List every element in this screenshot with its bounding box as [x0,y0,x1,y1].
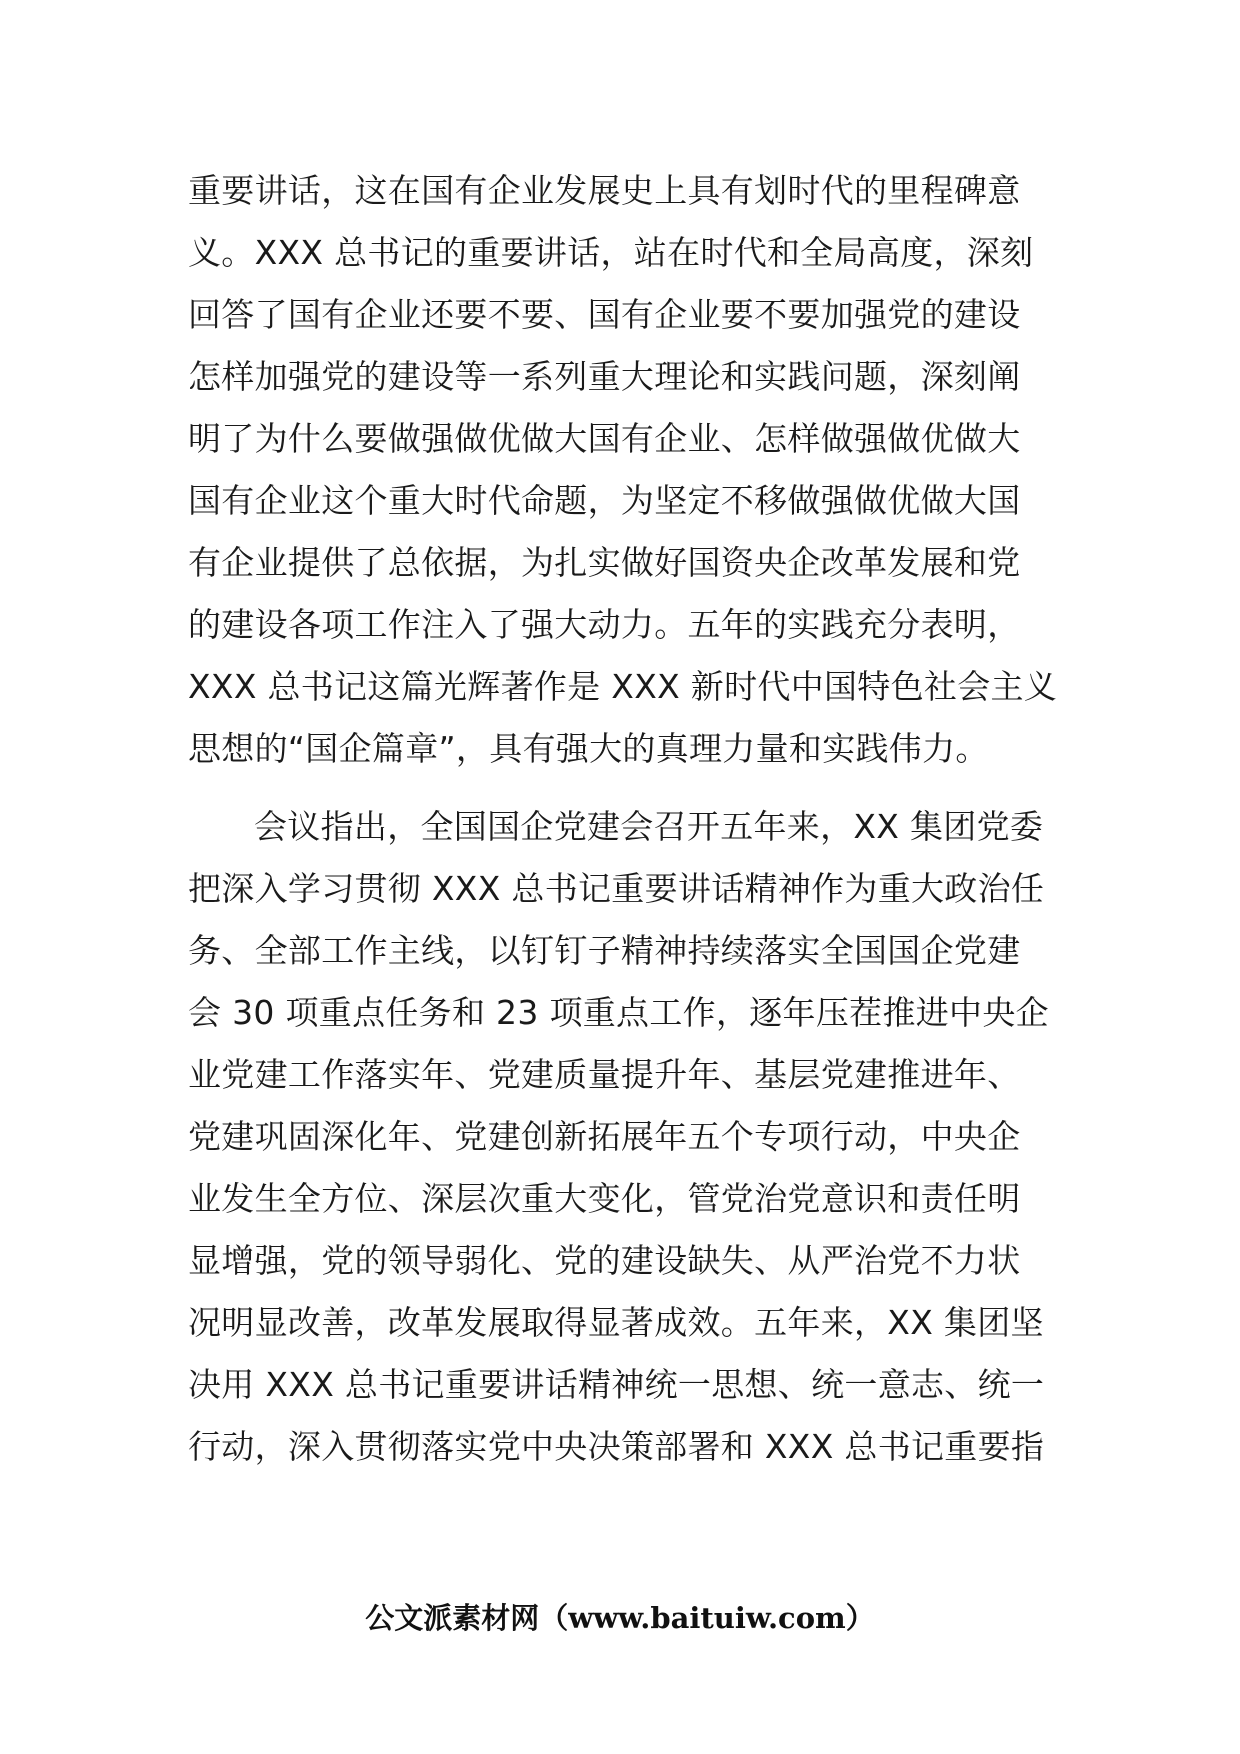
text-line: 义。XXX 总书记的重要讲话，站在时代和全局高度，深刻 [188,233,1034,272]
text-line: 思想的“国企篇章”，具有强大的真理力量和实践伟力。 [188,729,989,768]
text-line: XXX 总书记这篇光辉著作是 XXX 新时代中国特色社会主义 [188,667,1058,706]
text-line: 显增强，党的领导弱化、党的建设缺失、从严治党不力状 [188,1241,1021,1280]
text-line: 业发生全方位、深层次重大变化，管党治党意识和责任明 [188,1179,1021,1218]
text-line: 重要讲话，这在国有企业发展史上具有划时代的里程碑意 [188,171,1021,210]
text-line: 把深入学习贯彻 XXX 总书记重要讲话精神作为重大政治任 [188,869,1045,908]
text-line: 决用 XXX 总书记重要讲话精神统一思想、统一意志、统一 [188,1365,1045,1404]
text-line: 的建设各项工作注入了强大动力。五年的实践充分表明， [188,605,1021,644]
text-line: 党建巩固深化年、党建创新拓展年五个专项行动，中央企 [188,1117,1021,1156]
text-line: 务、全部工作主线，以钉钉子精神持续落实全国国企党建 [188,931,1021,970]
text-line-indented: 会议指出，全国国企党建会召开五年来，XX 集团党委 [254,807,1044,846]
text-line: 回答了国有企业还要不要、国有企业要不要加强党的建设 [188,295,1021,334]
text-line: 明了为什么要做强做优做大国有企业、怎样做强做优做大 [188,419,1021,458]
page-footer-source: 公文派素材网（www.baituiw.com） [365,1601,875,1635]
text-line: 会 30 项重点任务和 23 项重点工作，逐年压茬推进中央企 [188,993,1049,1032]
paragraph-spacer [188,780,1068,796]
paragraph-1 [188,160,1068,780]
document-body [188,160,1068,1478]
paragraph-2 [188,796,1068,1478]
text-line: 国有企业这个重大时代命题，为坚定不移做强做优做大国 [188,481,1021,520]
text-line: 怎样加强党的建设等一系列重大理论和实践问题，深刻阐 [188,357,1021,396]
text-line: 业党建工作落实年、党建质量提升年、基层党建推进年、 [188,1055,1021,1094]
text-line: 行动，深入贯彻落实党中央决策部署和 XXX 总书记重要指 [188,1427,1045,1466]
text-line: 况明显改善，改革发展取得显著成效。五年来，XX 集团坚 [188,1303,1044,1342]
text-line: 有企业提供了总依据，为扎实做好国资央企改革发展和党 [188,543,1021,582]
